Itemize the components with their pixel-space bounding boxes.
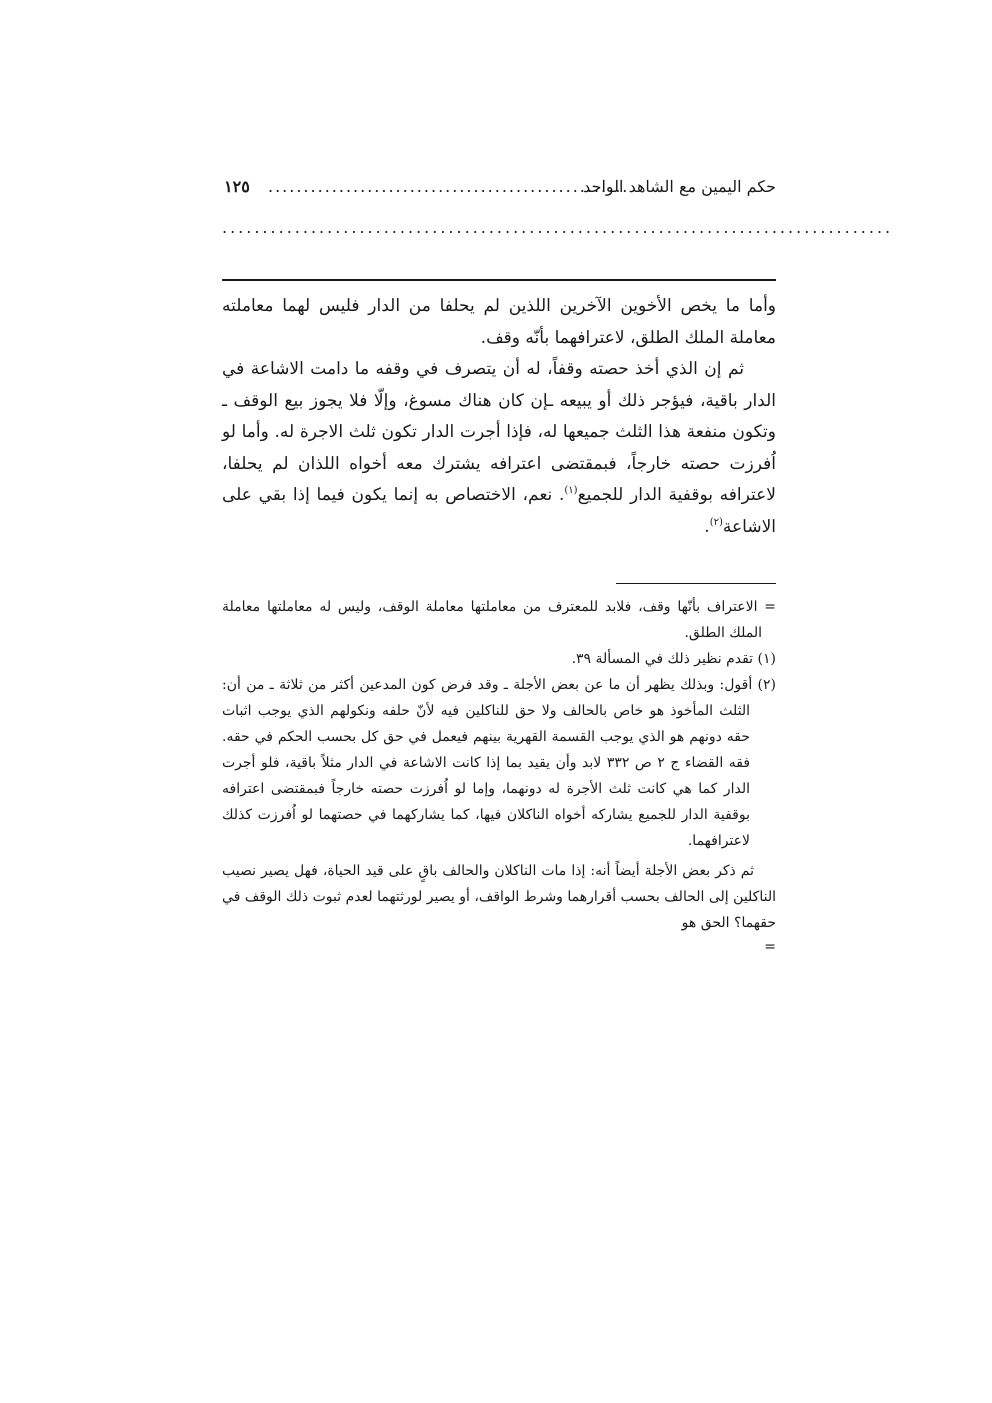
body-paragraph-2-end: . bbox=[704, 516, 710, 537]
footnote-2: (٢) أقول: وبذلك يظهر أن ما عن بعض الأجلة ـ وقد فرض كون المدعين أكثر من ثلاثة ـ من أن: الثلث المأخوذ هو خاص بالحالف ولا حق للناكلين فيه لأنّ حلفه ونكولهم الذي يوجب اثبات حقه دونهم هو الذي يوجب القسمة القهرية بينهم فيعمل في حق كل بحسب الحكم في حقه. فقه القضاء ج ٢ ص ٣٣٢ لابد وأن يقيد بما إذا كانت الاشاعة في الدار مثلاً باقية، فلو أجرت الدار كما هي كانت ثلث الأجرة له دونهما، وإما لو اُفرزت حصته خارجاً فبمقتضى اعترافه بوقفية الدار للجميع يشاركه أخواه الناكلان فيها، كما يشاركهما في حصتهما لو اُفرزت كذلك لاعترافهما. bbox=[222, 677, 776, 849]
footnote-1: (١) تقدم نظير ذلك في المسألة ٣٩. bbox=[571, 651, 776, 667]
running-head-title: حكم اليمين مع الشاهد الواحد bbox=[583, 177, 776, 196]
footnote-rule bbox=[616, 583, 776, 584]
running-head bbox=[222, 170, 776, 204]
header-rule bbox=[222, 279, 776, 281]
page-number: ١٢٥ bbox=[224, 177, 250, 196]
footnotes bbox=[222, 594, 776, 958]
body-paragraph-2-tail: . نعم، bbox=[522, 485, 565, 505]
body-paragraph-2-text: ثم إن الذي أخذ حصته وقفاً، له أن يتصرف في وقفه ما دامت الاشاعة في الدار باقية، فيؤجر ذلك أو يبيعه ـإن كان هناك مسوغ، وإلّا فلا يجوز بيع الوقف ـ وتكون منفعة هذا الثلث جميعها له، فإذا أجرت الدار تكون ثلث الاجرة له. وأما لو اُفرزت حصته خارجاً، فبمقتضى اعترافه يشترك معه أخواه اللذان لم يحلفا، لاعترافه بوقفية الدار للجميع bbox=[222, 359, 776, 505]
book-page bbox=[222, 170, 894, 958]
body-paragraph-2 bbox=[222, 354, 776, 543]
main-text bbox=[222, 291, 776, 543]
footnote-continuation: = الاعتراف بأنّها وقف، فلابد للمعترف من معاملتها معاملة الوقف، وليس له معاملتها معاملة الملك الطلق. bbox=[222, 599, 776, 641]
footnote-ref-2: (٢) bbox=[709, 516, 723, 528]
body-paragraph-2-last-line: الاختصاص به إنما يكون فيما إذا بقي على الاشاعة bbox=[222, 485, 776, 537]
footnote-continues-mark: = bbox=[764, 939, 776, 955]
running-head-leader-dots: ................................................... bbox=[268, 177, 630, 196]
dotted-separator: ................................................................................... bbox=[222, 218, 894, 237]
body-paragraph-1: وأما ما يخص الأخوين الآخرين اللذين لم يحلفا من الدار فليس لهما معاملته معاملة الملك الطلق، لاعترافهما بأنّه وقف. bbox=[222, 296, 776, 348]
footnote-2-paragraph: ثم ذكر بعض الأجلة أيضاً أنه: إذا مات الناكلان والحالف باقٍ على قيد الحياة، فهل يصير نصيب الناكلين إلى الحالف بحسب أقرارهما وشرط الواقف، أو يصير لورثتهما لعدم ثبوت ذلك الوقف في حقهما؟ الحق هو bbox=[222, 863, 776, 931]
footnote-ref-1: (١) bbox=[564, 485, 578, 496]
